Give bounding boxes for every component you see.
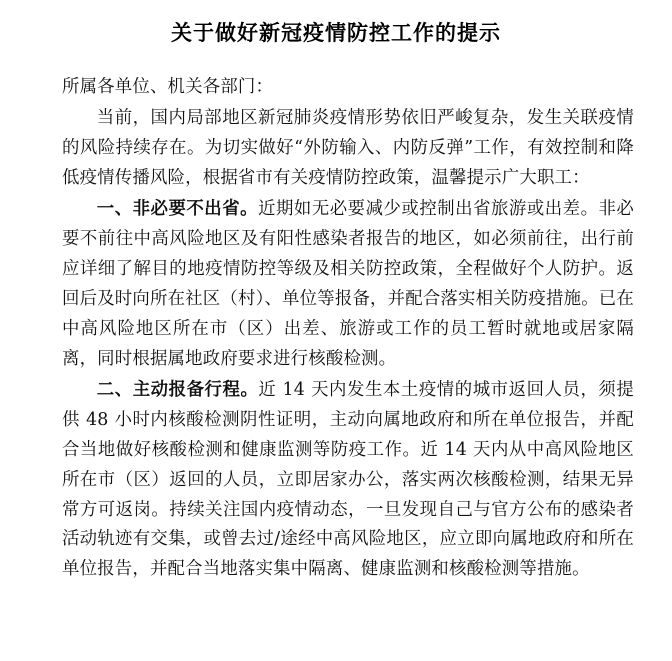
- paragraph-item-1-lead: 一、非必要不出省。: [96, 199, 259, 220]
- salutation: 所属各单位、机关各部门：: [62, 77, 274, 98]
- paragraph-item-1: [62, 195, 634, 375]
- page-title: 关于做好新冠疫情防控工作的提示: [171, 20, 501, 45]
- document-page: [0, 18, 672, 661]
- paragraph-intro-text: 当前，国内局部地区新冠肺炎疫情形势依旧严峻复杂，发生关联疫情的风险持续存在。为切实做好“外防输入、内防反弹”工作，有效控制和降低疫情传播风险，根据省市有关疫情防控政策，温馨提示广大职工：: [62, 108, 634, 189]
- paragraph-item-1-text: 近期如无必要减少或控制出省旅游或出差。非必要不前往中高风险地区及有阳性感染者报告的地区，如必须前往，出行前应详细了解目的地疫情防控等级及相关防控政策，全程做好个人防护。返回后及时向所在社区（村）、单位等报备，并配合落实相关防疫措施。已在中高风险地区所在市（区）出差、旅游或工作的员工暂时就地或居家隔离，同时根据属地政府要求进行核酸检测。: [62, 199, 634, 369]
- paragraph-intro: [62, 104, 634, 194]
- paragraph-item-2-lead: 二、主动报备行程。: [96, 379, 259, 400]
- paragraph-item-2: [62, 376, 634, 586]
- document-body: [0, 73, 672, 585]
- paragraph-item-2-text: 近 14 天内发生本土疫情的城市返回人员，须提供 48 小时内核酸检测阴性证明，主动向属地政府和所在单位报告，并配合当地做好核酸检测和健康监测等防疫工作。近 14 天内从中高风险地区所在市（区）返回的人员，立即居家办公，落实两次核酸检测，结果无异常方可返岗。持续关注国内疫情动态，一旦发现自己与官方公布的感染者活动轨迹有交集，或曾去过/途经中高风险地区，应立即向属地政府和所在单位报告，并配合当地落实集中隔离、健康监测和核酸检测等措施。: [62, 379, 634, 580]
